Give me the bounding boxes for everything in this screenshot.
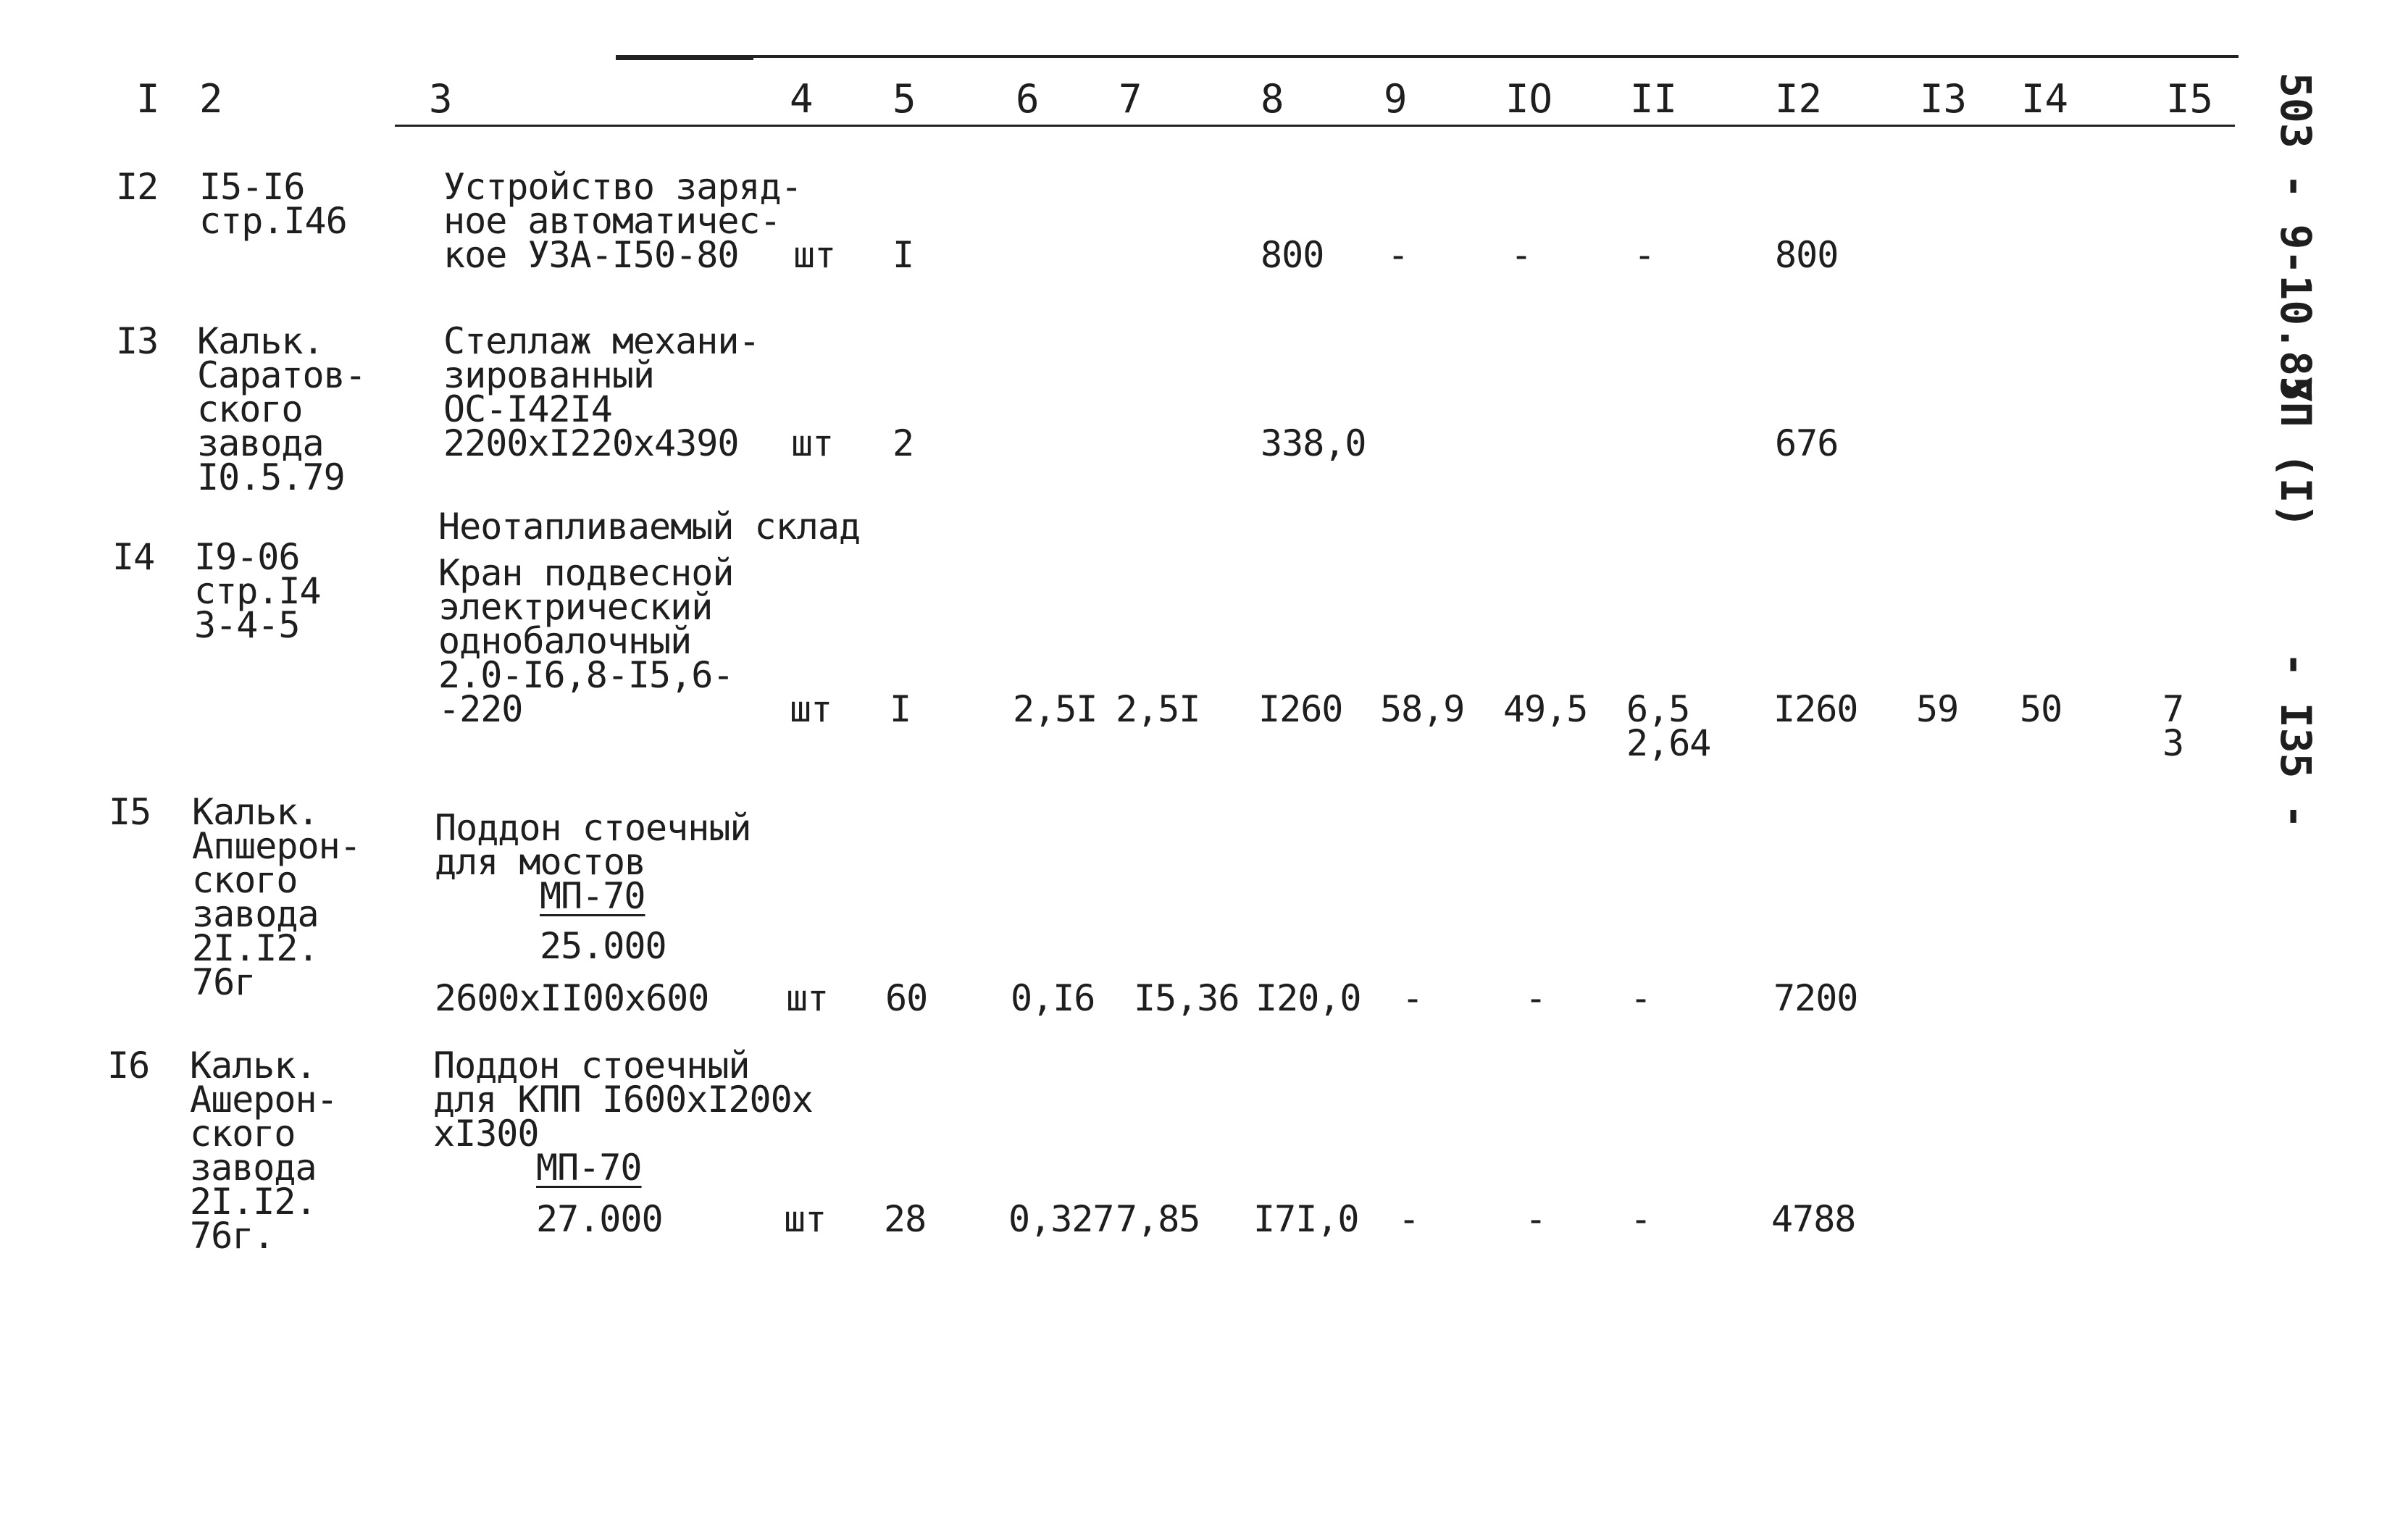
row-i3-source-1: Кальк. (197, 320, 324, 362)
row-i5-col9: - (1402, 977, 1424, 1019)
col-header-12: I2 (1775, 76, 1823, 122)
row-i5-source-6: 76г (192, 961, 256, 1003)
row-i4-col6: 2,5I (1013, 688, 1098, 730)
row-i5-col10: - (1525, 977, 1547, 1019)
top-rule-left (616, 58, 753, 60)
row-i2-unit: шт (793, 234, 836, 276)
row-i2-col12: 800 (1775, 234, 1839, 276)
row-i6-name-3: хI300 (433, 1113, 539, 1155)
row-i6-source-3: ского (190, 1113, 296, 1155)
row-i2-col9: - (1387, 234, 1409, 276)
row-i4-col9: 58,9 (1380, 688, 1465, 730)
row-i5-qty: 60 (885, 977, 928, 1019)
col-header-5: 5 (893, 76, 916, 122)
row-i4-col14: 50 (2020, 688, 2062, 730)
row-i5-source-4: завода (192, 893, 319, 935)
col-header-1: I (136, 76, 160, 122)
row-i6-source-5: 2I.I2. (190, 1181, 317, 1223)
row-i6-col8: I7I,0 (1253, 1198, 1359, 1240)
row-i4-source-3: 3-4-5 (194, 604, 300, 646)
row-i6-col12: 4788 (1771, 1198, 1856, 1240)
row-i6-col6: 0,327 (1008, 1198, 1114, 1240)
row-i4-qty: I (890, 688, 911, 730)
row-i5-col8: I20,0 (1255, 977, 1361, 1019)
row-i5-name-1: Поддон стоечный (435, 807, 751, 849)
col-header-2: 2 (199, 76, 223, 122)
row-i3-num: I3 (116, 320, 159, 362)
row-i4-num: I4 (112, 536, 155, 578)
row-i6-fraction-numerator: МП-70 (536, 1147, 642, 1189)
row-i5-source-1: Кальк. (192, 791, 319, 833)
row-i4-name-1: Кран подвесной (438, 552, 734, 594)
row-i4-source-1: I9-06 (194, 536, 300, 578)
row-i2-name-1: Устройство заряд- (443, 166, 802, 208)
col-header-6: 6 (1016, 76, 1040, 122)
row-i5-source-5: 2I.I2. (192, 927, 319, 969)
row-i6-col11: - (1630, 1198, 1652, 1240)
col-header-9: 9 (1384, 76, 1408, 122)
row-i6-qty: 28 (884, 1198, 927, 1240)
row-i6-fraction-denominator: 27.000 (536, 1198, 663, 1240)
row-i4-col12: I260 (1773, 688, 1858, 730)
row-i3-col8: 338,0 (1261, 422, 1366, 464)
row-i3-name-1: Стеллаж механи- (443, 320, 760, 362)
row-i4-name-3: однобалочный (438, 620, 692, 662)
row-i6-num: I6 (107, 1045, 150, 1087)
row-i3-unit: шт (791, 422, 834, 464)
row-i4-name-4: 2.0-I6,8-I5,6- (438, 654, 734, 696)
header-rule (395, 125, 2235, 127)
row-i5-name-2: для мостов (435, 841, 646, 883)
row-i5-fraction-numerator: МП-70 (540, 875, 645, 917)
row-i6-unit: шт (784, 1198, 827, 1240)
row-i4-col11b: 2,64 (1626, 722, 1711, 764)
col-header-11: II (1630, 76, 1678, 122)
row-i4-unit: шт (790, 688, 832, 730)
row-i3-name-3: ОС-I42I4 (443, 388, 612, 430)
row-i6-source-4: завода (190, 1147, 317, 1189)
side-document-code: 503 - 9-10.85 (2271, 72, 2320, 401)
row-i5-col11: - (1630, 977, 1652, 1019)
row-i6-col9: - (1398, 1198, 1420, 1240)
row-i6-source-1: Кальк. (190, 1045, 317, 1087)
row-i4-col13: 59 (1916, 688, 1959, 730)
row-i3-source-3: ского (197, 388, 303, 430)
row-i2-col11: - (1634, 234, 1655, 276)
row-i4-col8: I260 (1258, 688, 1343, 730)
row-i4-source-2: стр.I4 (194, 570, 321, 612)
row-i5-fraction-denominator: 25.000 (540, 925, 666, 967)
col-header-3: 3 (429, 76, 453, 122)
col-header-4: 4 (790, 76, 814, 122)
row-i3-name-2: зированный (443, 354, 655, 396)
col-header-14: I4 (2021, 76, 2069, 122)
row-i5-unit: шт (786, 977, 829, 1019)
row-i4-col15b: 3 (2162, 722, 2184, 764)
row-i4-name-5: -220 (438, 688, 523, 730)
row-i3-col12: 676 (1775, 422, 1839, 464)
section-heading: Неотапливаемый склад (438, 506, 861, 548)
row-i6-col10: - (1525, 1198, 1547, 1240)
row-i6-source-2: Ашерон- (190, 1079, 338, 1121)
row-i3-source-2: Саратов- (197, 354, 366, 396)
row-i4-col11a: 6,5 (1626, 688, 1690, 730)
row-i2-col8: 800 (1261, 234, 1324, 276)
row-i2-source-2: стр.I46 (199, 200, 347, 242)
row-i6-col7: 7,85 (1116, 1198, 1200, 1240)
row-i5-source-3: ского (192, 859, 298, 901)
row-i6-name-2: для КПП I600хI200х (433, 1079, 813, 1121)
row-i3-name-4: 2200хI220х4390 (443, 422, 739, 464)
side-page-number: - I35 - (2271, 652, 2320, 829)
row-i4-col15a: 7 (2162, 688, 2184, 730)
row-i5-col6: 0,I6 (1011, 977, 1095, 1019)
row-i5-col12: 7200 (1773, 977, 1858, 1019)
col-header-7: 7 (1119, 76, 1142, 122)
col-header-15: I5 (2166, 76, 2214, 122)
row-i4-col10: 49,5 (1503, 688, 1588, 730)
row-i5-num: I5 (109, 791, 151, 833)
top-rule (616, 55, 2239, 58)
col-header-8: 8 (1261, 76, 1284, 122)
row-i2-source-1: I5-I6 (199, 166, 305, 208)
side-album-label: УП (I) (2271, 377, 2320, 529)
row-i2-name-2: ное автоматичес- (443, 200, 781, 242)
row-i6-name-1: Поддон стоечный (433, 1045, 750, 1087)
row-i5-col7: I5,36 (1134, 977, 1240, 1019)
row-i2-name-3: кое УЗА-I50-80 (443, 234, 739, 276)
row-i2-col10: - (1510, 234, 1532, 276)
col-header-13: I3 (1920, 76, 1968, 122)
row-i3-qty: 2 (893, 422, 914, 464)
row-i2-num: I2 (116, 166, 159, 208)
row-i3-source-4: завода (197, 422, 324, 464)
row-i4-name-2: электрический (438, 586, 713, 628)
row-i3-source-5: I0.5.79 (197, 456, 345, 498)
row-i5-dims: 2600хII00х600 (435, 977, 709, 1019)
row-i4-col7: 2,5I (1116, 688, 1200, 730)
col-header-10: IO (1505, 76, 1553, 122)
row-i6-source-6: 76г. (190, 1215, 275, 1257)
row-i5-source-2: Апшерон- (192, 825, 361, 867)
row-i2-qty: I (893, 234, 914, 276)
